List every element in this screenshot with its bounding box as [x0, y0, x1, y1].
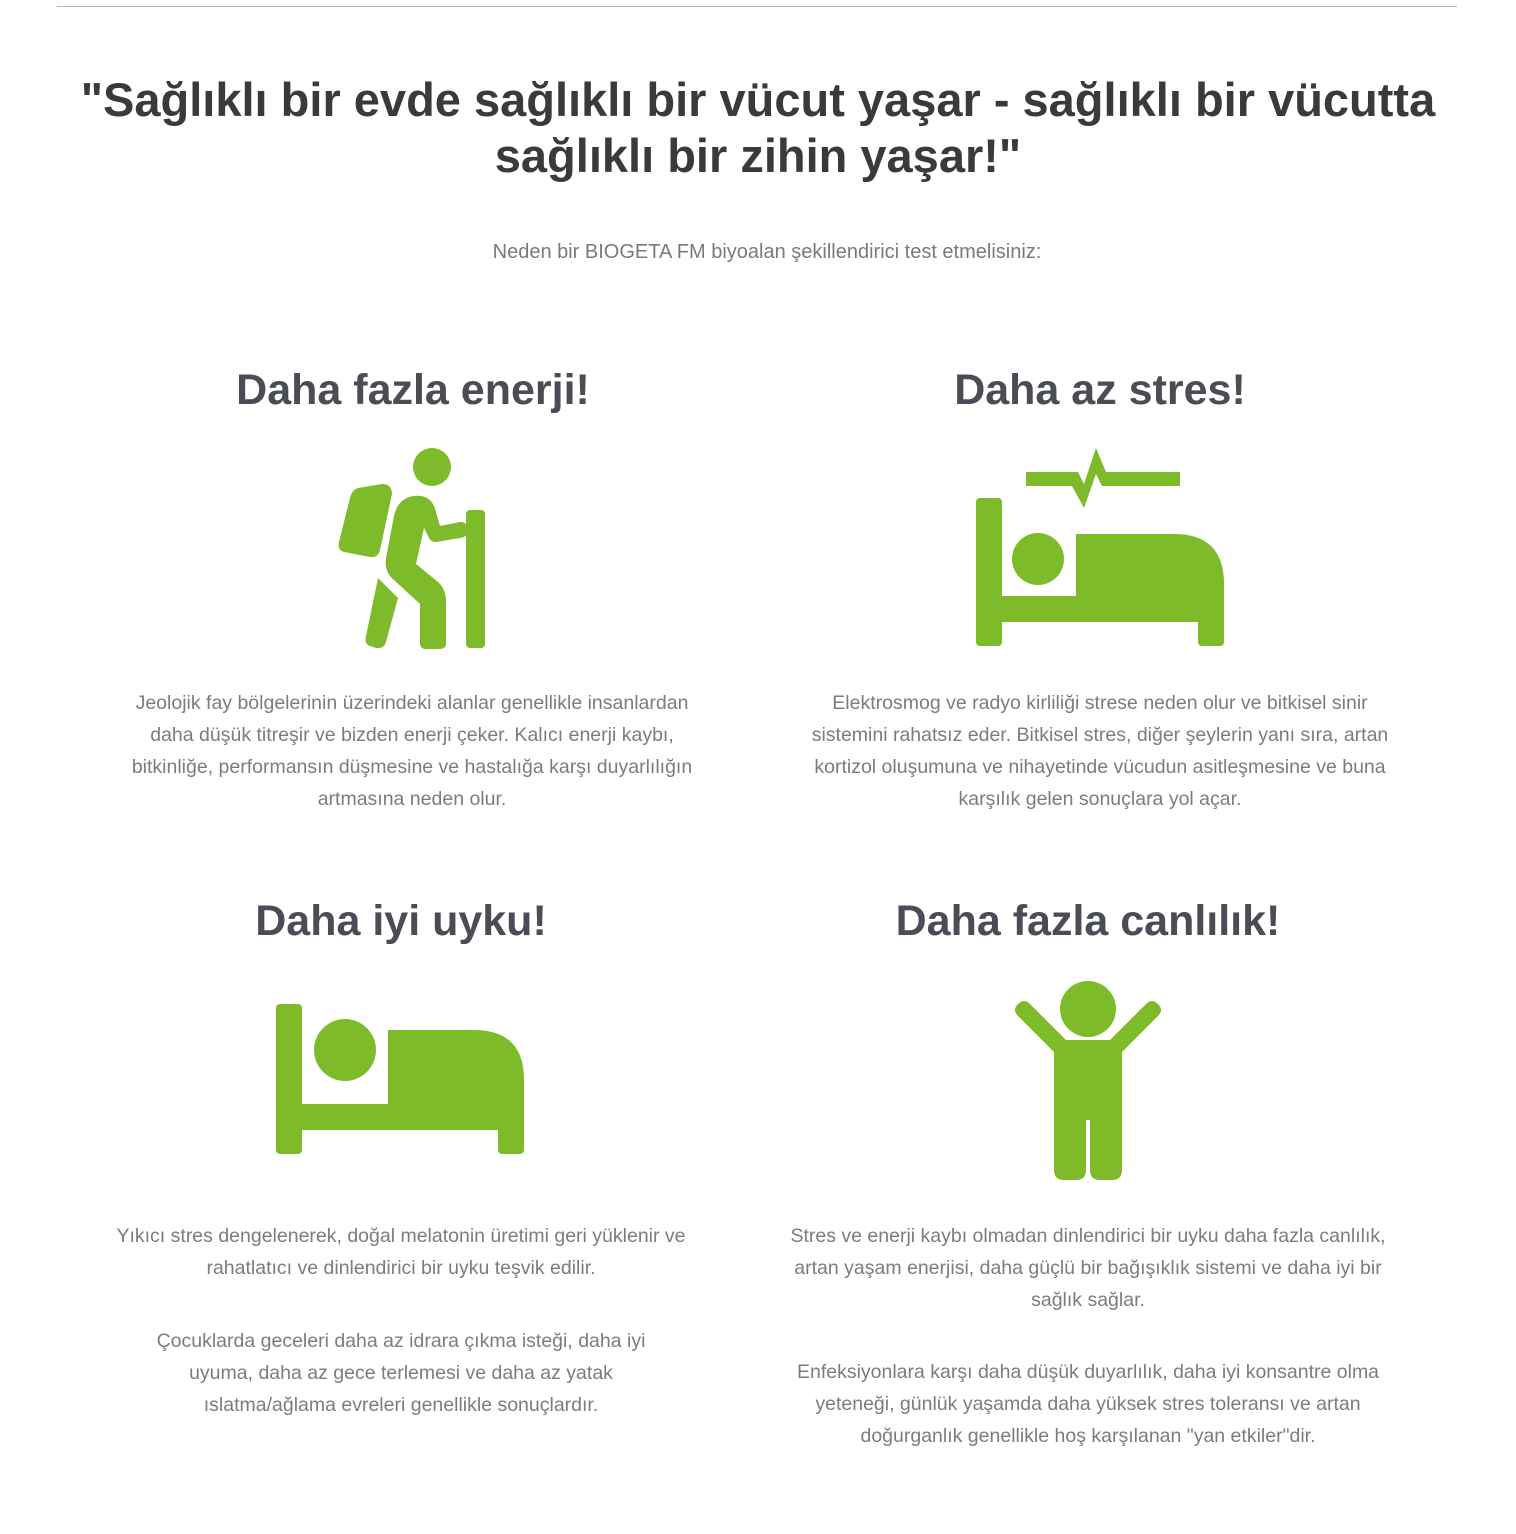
- top-divider: [57, 6, 1457, 7]
- hiker-icon: [336, 446, 490, 650]
- page-quote: "Sağlıklı bir evde sağlıklı bir vücut yaşar - sağlıklı bir vücutta sağlıklı bir zihin yaşar!": [80, 73, 1436, 182]
- bed-icon: [274, 1002, 528, 1156]
- hotel-bed-pulse-icon: [974, 446, 1228, 650]
- feature-title: Daha fazla canlılık!: [895, 897, 1281, 945]
- feature-title: Daha fazla enerji!: [236, 366, 590, 414]
- feature-description: Elektrosmog ve radyo kirliliği strese neden olur ve bitkisel sinir sistemini rahatsız eder. Bitkisel stres, diğer şeylerin yanı sıra, artan kortizol oluşumuna ve nihayetinde vücudun asitleşmesine ve buna karşılık gelen sonuçlara yol açar.: [811, 692, 1389, 810]
- feature-description: Jeolojik fay bölgelerinin üzerindeki alanlar genellikle insanlardan daha düşük titreşir ve bizden enerji çeker. Kalıcı enerji kaybı, bitkinliğe, performansın düşmesine ve hastalığa karşı duyarlılığın artmasına neden olur.: [131, 692, 693, 810]
- feature-title: Daha az stres!: [954, 366, 1246, 414]
- feature-description-secondary: Enfeksiyonlara karşı daha düşük duyarlılık, daha iyi konsantre olma yeteneği, günlük yaşamda daha yüksek stres toleransı ve artan doğurganlık genellikle hoş karşılanan "yan etkiler"dir.: [796, 1361, 1380, 1447]
- child-arms-up-icon: [1012, 978, 1166, 1182]
- intro-text: Neden bir BIOGETA FM biyoalan şekillendirici test etmelisiniz:: [492, 241, 1042, 263]
- feature-description: Stres ve enerji kaybı olmadan dinlendirici bir uyku daha fazla canlılık, artan yaşam enerjisi, daha güçlü bir bağışıklık sistemi ve daha iyi bir sağlık sağlar.: [790, 1225, 1386, 1311]
- feature-description: Yıkıcı stres dengelenerek, doğal melatonin üretimi geri yüklenir ve rahatlatıcı ve dinlendirici bir uyku teşvik edilir.: [116, 1225, 686, 1279]
- feature-title: Daha iyi uyku!: [255, 897, 547, 945]
- feature-description-secondary: Çocuklarda geceleri daha az idrara çıkma isteği, daha iyi uyuma, daha az gece terlemesi ve daha az yatak ıslatma/ağlama evreleri genellikle sonuçlardır.: [156, 1330, 646, 1416]
